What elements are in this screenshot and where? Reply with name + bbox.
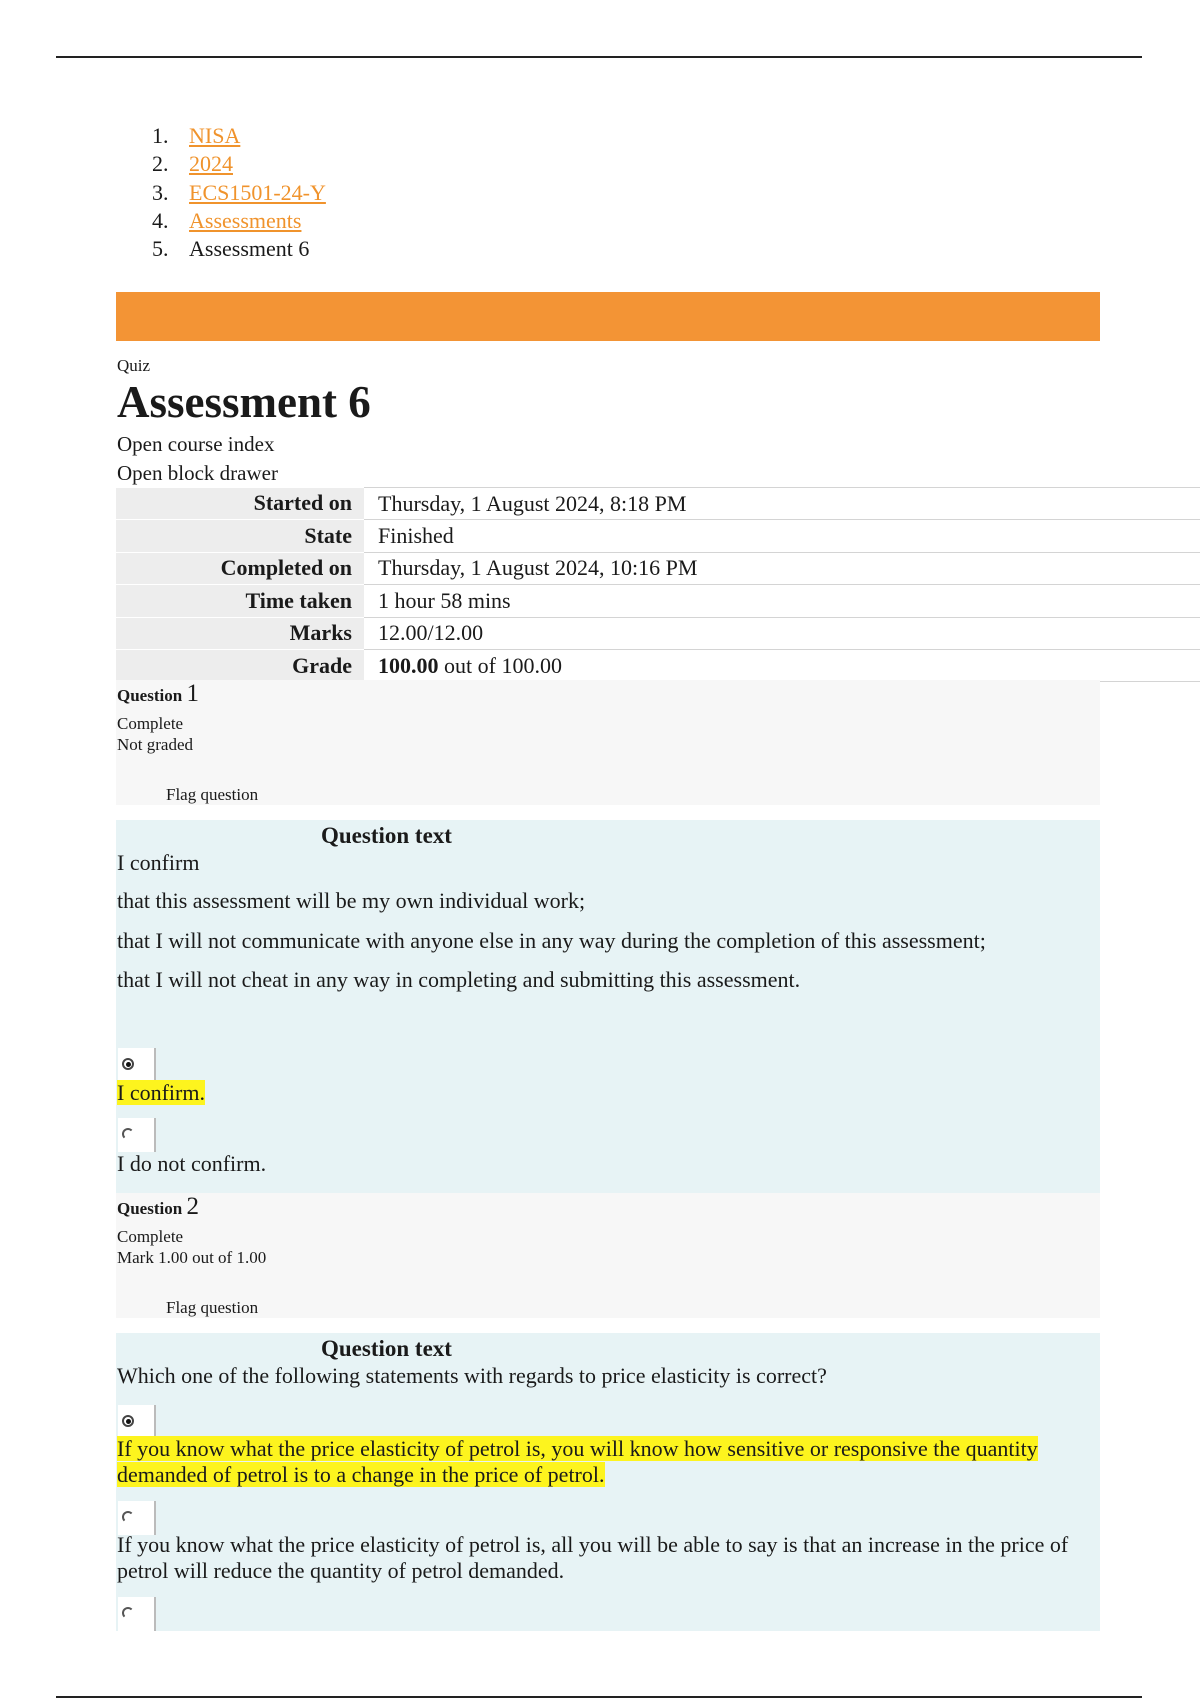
answer-radio[interactable]	[122, 1128, 134, 1140]
summary-value: 12.00/12.00	[364, 617, 1200, 649]
answer-option[interactable]: I do not confirm.	[117, 1151, 267, 1176]
answer-label-selected: I confirm.	[117, 1080, 205, 1105]
question-number: Question 2	[117, 1193, 199, 1220]
answer-radio-wrapper	[118, 1501, 156, 1535]
answer-radio-selected[interactable]	[122, 1415, 134, 1427]
summary-value: Thursday, 1 August 2024, 8:18 PM	[364, 488, 1200, 520]
summary-value: Thursday, 1 August 2024, 10:16 PM	[364, 552, 1200, 584]
answer-radio-wrapper	[118, 1597, 156, 1631]
question-1-content	[116, 820, 1100, 1193]
activity-type-label: Quiz	[117, 356, 151, 375]
breadcrumb-current: Assessment 6	[189, 236, 310, 262]
question-line: that I will not cheat in any way in completing and submitting this assessment.	[117, 967, 801, 992]
summary-label: Time taken	[116, 585, 364, 617]
summary-value: 1 hour 58 mins	[364, 585, 1200, 617]
breadcrumb-item: 5. Assessment 6	[152, 236, 310, 262]
breadcrumb-item: 1. NISA	[152, 123, 241, 148]
summary-label: Started on	[116, 488, 364, 520]
summary-row-time	[116, 585, 1200, 617]
answer-radio-wrapper	[118, 1405, 156, 1439]
summary-row-state	[116, 520, 1200, 552]
breadcrumb-link-nisa[interactable]: NISA	[189, 123, 241, 148]
breadcrumb-link-course[interactable]: ECS1501-24-Y	[189, 179, 326, 205]
question-grade: Mark 1.00 out of 1.00	[117, 1248, 267, 1267]
question-state: Complete	[117, 1227, 184, 1246]
breadcrumb-link-year[interactable]: 2024	[189, 151, 233, 177]
answer-label-selected: If you know what the price elasticity of petrol is, you will know how sensitive or responsive the quantity demanded of petrol is to a change in the price of petrol.	[117, 1436, 1038, 1487]
summary-value	[364, 649, 1200, 681]
answer-option[interactable]	[117, 1080, 205, 1106]
course-banner	[116, 292, 1100, 341]
question-1-info	[116, 680, 1100, 805]
summary-row-started	[116, 488, 1200, 520]
answer-radio-wrapper	[118, 1118, 156, 1152]
breadcrumb-link-assessments[interactable]: Assessments	[189, 207, 302, 233]
answer-radio-selected[interactable]	[122, 1058, 134, 1070]
breadcrumb-item: 3. ECS1501-24-Y	[152, 179, 326, 205]
summary-label: Completed on	[116, 552, 364, 584]
question-state: Complete	[117, 714, 184, 733]
question-line: that this assessment will be my own individual work;	[117, 888, 586, 913]
summary-value: Finished	[364, 520, 1200, 552]
attempt-summary-table	[116, 487, 1200, 682]
question-intro: I confirm	[117, 850, 200, 875]
flag-question-button[interactable]: Flag question	[166, 785, 259, 804]
question-text-heading: Question text	[321, 823, 452, 848]
summary-row-marks	[116, 617, 1200, 649]
breadcrumb-item: 4. Assessments	[152, 207, 302, 233]
question-prompt: Which one of the following statements with regards to price elasticity is correct?	[117, 1363, 827, 1388]
breadcrumb	[152, 122, 326, 263]
breadcrumb-item: 2. 2024	[152, 151, 233, 177]
open-block-drawer-button[interactable]: Open block drawer	[117, 461, 278, 485]
summary-label: Marks	[116, 617, 364, 649]
answer-radio[interactable]	[122, 1511, 134, 1523]
question-grade: Not graded	[117, 735, 194, 754]
open-course-index-button[interactable]: Open course index	[117, 432, 275, 456]
question-line: that I will not communicate with anyone else in any way during the completion of this assessment;	[117, 928, 986, 953]
bottom-rule	[56, 1696, 1142, 1698]
grade-value: 100.00	[378, 652, 439, 678]
summary-label: Grade	[116, 649, 364, 681]
answer-option[interactable]	[117, 1436, 1097, 1488]
answer-radio-wrapper	[118, 1048, 156, 1082]
grade-suffix: out of 100.00	[438, 652, 562, 678]
answer-radio[interactable]	[122, 1607, 134, 1619]
answer-option[interactable]: If you know what the price elasticity of petrol is, all you will be able to say is that an increase in the price of petrol will reduce the quantity of petrol demanded.	[117, 1532, 1069, 1583]
flag-question-button[interactable]: Flag question	[166, 1298, 259, 1317]
question-number: Question 1	[117, 680, 199, 707]
top-rule	[56, 56, 1142, 58]
page-title: Assessment 6	[117, 377, 371, 427]
question-2-content	[116, 1333, 1100, 1631]
summary-row-grade	[116, 649, 1200, 681]
question-2-info	[116, 1193, 1100, 1318]
summary-row-completed	[116, 552, 1200, 584]
question-text-heading: Question text	[321, 1336, 452, 1361]
summary-label: State	[116, 520, 364, 552]
